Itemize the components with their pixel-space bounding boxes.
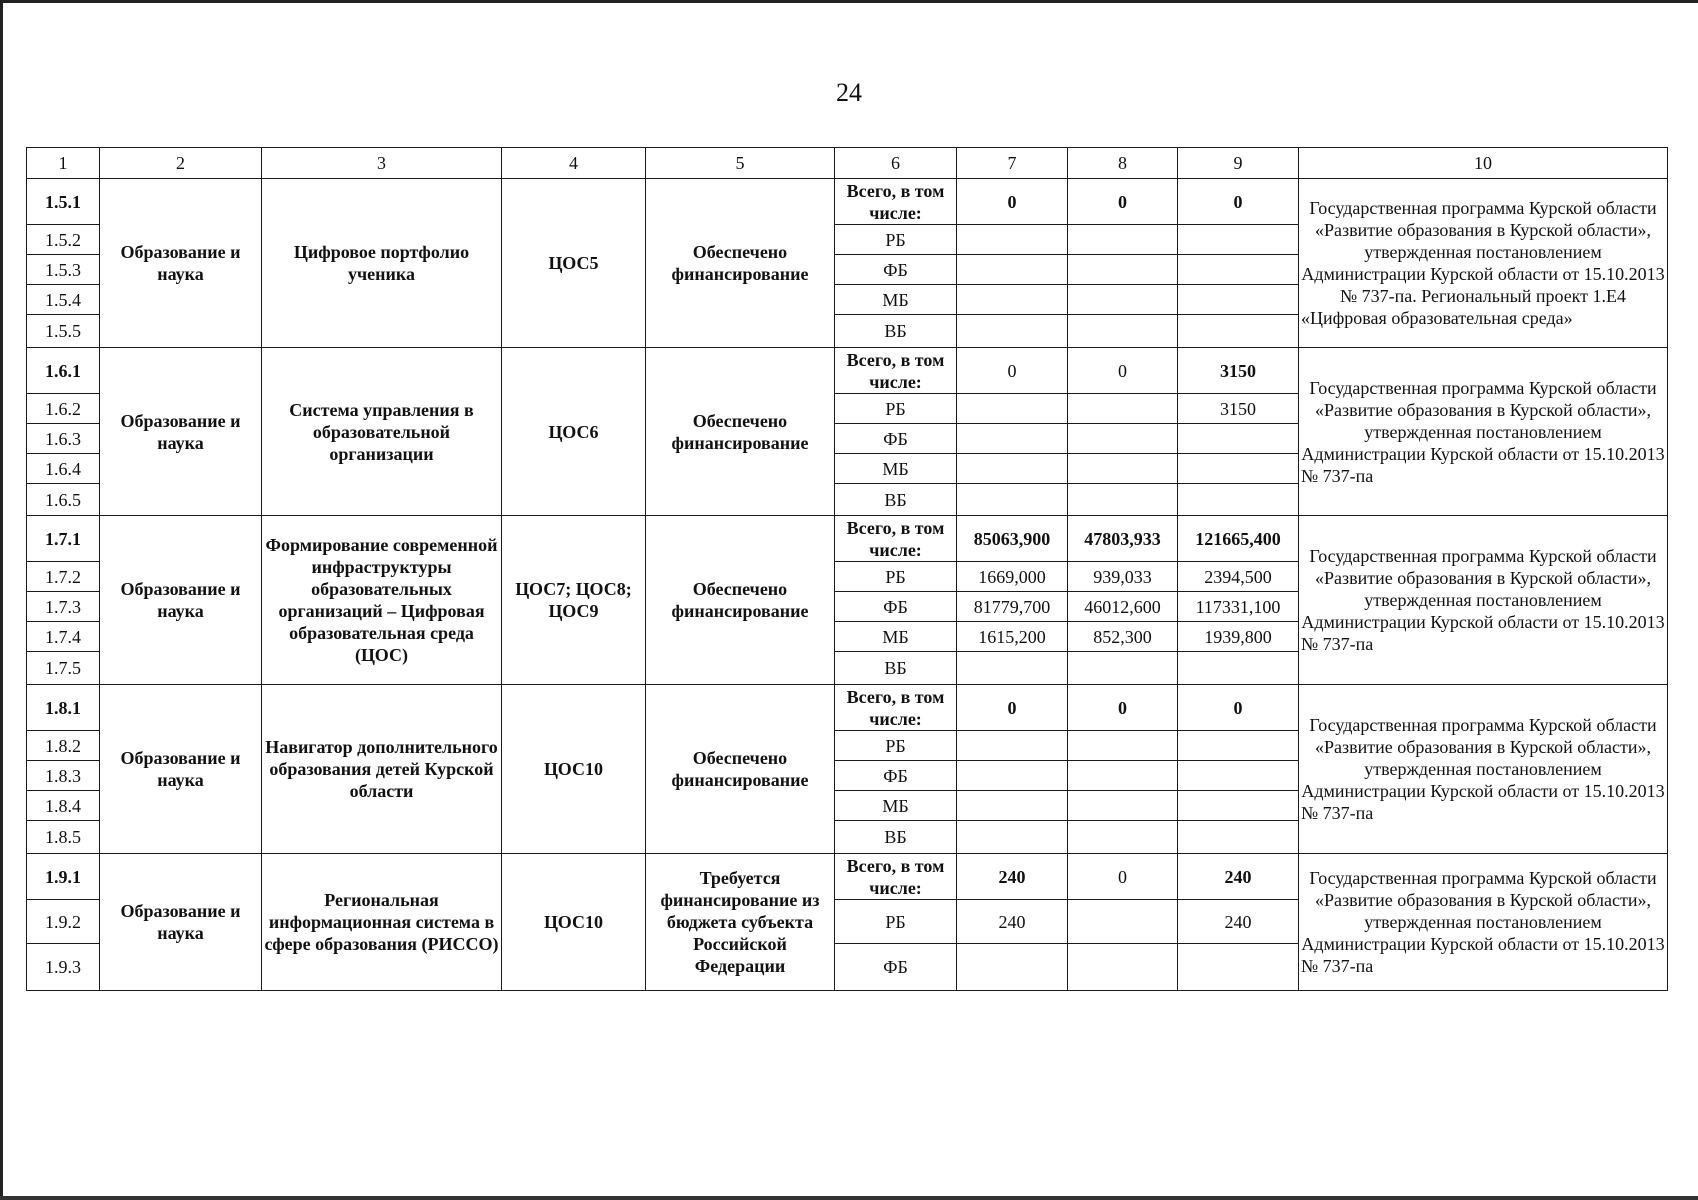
- value-cell-col9: [1178, 225, 1299, 255]
- value-cell-col8: 47803,933: [1068, 516, 1178, 562]
- row-number-cell: 1.5.5: [27, 315, 100, 348]
- row-number-cell: 1.6.3: [27, 424, 100, 454]
- value-cell-col9: [1178, 821, 1299, 854]
- table-row: [27, 854, 1668, 900]
- value-cell-col9: 240: [1178, 900, 1299, 944]
- value-cell-col8: 939,033: [1068, 562, 1178, 592]
- project-code-cell: ЦОС10: [502, 685, 646, 854]
- row-number-cell: 1.8.2: [27, 731, 100, 761]
- value-cell-col8: [1068, 900, 1178, 944]
- project-name-cell: Цифровое портфолио ученика: [262, 179, 502, 348]
- funding-source-cell: РБ: [835, 394, 957, 424]
- legal-basis-cell: Государственная программа Курской области «Развитие образования в Курской области», утвержденная постановлением Администрации Курской области от 15.10.2013 № 737-па: [1299, 854, 1668, 991]
- funding-source-cell: МБ: [835, 454, 957, 484]
- value-cell-col8: [1068, 652, 1178, 685]
- row-number-cell: 1.6.1: [27, 348, 100, 394]
- value-cell-col8: [1068, 424, 1178, 454]
- funding-source-cell: ВБ: [835, 821, 957, 854]
- header-cell: 7: [957, 148, 1068, 179]
- header-cell: 8: [1068, 148, 1178, 179]
- value-cell-col7: 85063,900: [957, 516, 1068, 562]
- row-number-cell: 1.6.2: [27, 394, 100, 424]
- header-cell: 6: [835, 148, 957, 179]
- funding-source-cell: МБ: [835, 622, 957, 652]
- value-cell-col7: 81779,700: [957, 592, 1068, 622]
- legal-basis-cell: Государственная программа Курской области «Развитие образования в Курской области», утвержденная постановлением Администрации Курской области от 15.10.2013 № 737-па: [1299, 685, 1668, 854]
- header-cell: 4: [502, 148, 646, 179]
- table-row: [27, 516, 1668, 562]
- project-name-cell: Навигатор дополнительного образования детей Курской области: [262, 685, 502, 854]
- funding-source-cell: МБ: [835, 285, 957, 315]
- page-bottom-border: [0, 1196, 1698, 1200]
- value-cell-col8: 852,300: [1068, 622, 1178, 652]
- value-cell-col9: 0: [1178, 685, 1299, 731]
- value-cell-col9: [1178, 484, 1299, 516]
- project-code-cell: ЦОС7; ЦОС8; ЦОС9: [502, 516, 646, 685]
- value-cell-col8: [1068, 761, 1178, 791]
- legal-basis-cell: Государственная программа Курской области «Развитие образования в Курской области», утвержденная постановлением Администрации Курской области от 15.10.2013 № 737-па: [1299, 516, 1668, 685]
- financing-status-cell: Обеспечено финансирование: [646, 348, 835, 516]
- legal-basis-cell: Государственная программа Курской области «Развитие образования в Курской области», утвержденная постановлением Администрации Курской области от 15.10.2013 № 737-па: [1299, 348, 1668, 516]
- funding-source-cell: РБ: [835, 900, 957, 944]
- value-cell-col9: [1178, 315, 1299, 348]
- financing-table: [26, 147, 1668, 991]
- row-number-cell: 1.8.4: [27, 791, 100, 821]
- value-cell-col8: 0: [1068, 179, 1178, 225]
- row-number-cell: 1.8.3: [27, 761, 100, 791]
- header-cell: 3: [262, 148, 502, 179]
- value-cell-col9: 3150: [1178, 394, 1299, 424]
- value-cell-col7: 1669,000: [957, 562, 1068, 592]
- table-row: [27, 685, 1668, 731]
- area-cell: Образование и наука: [100, 685, 262, 854]
- value-cell-col9: [1178, 424, 1299, 454]
- row-number-cell: 1.9.3: [27, 944, 100, 991]
- header-cell: 10: [1299, 148, 1668, 179]
- funding-source-cell: ФБ: [835, 255, 957, 285]
- value-cell-col8: [1068, 255, 1178, 285]
- row-number-cell: 1.9.2: [27, 900, 100, 944]
- funding-source-cell: Всего, в том числе:: [835, 685, 957, 731]
- value-cell-col9: 121665,400: [1178, 516, 1299, 562]
- value-cell-col9: [1178, 285, 1299, 315]
- value-cell-col7: 0: [957, 348, 1068, 394]
- row-number-cell: 1.5.1: [27, 179, 100, 225]
- financing-status-cell: Требуется финансирование из бюджета субъекта Российской Федерации: [646, 854, 835, 991]
- page-number: 24: [836, 78, 862, 107]
- project-name-cell: Региональная информационная система в сфере образования (РИССО): [262, 854, 502, 991]
- funding-source-cell: Всего, в том числе:: [835, 516, 957, 562]
- value-cell-col7: 1615,200: [957, 622, 1068, 652]
- table-row: [27, 179, 1668, 225]
- row-number-cell: 1.5.4: [27, 285, 100, 315]
- value-cell-col8: 0: [1068, 685, 1178, 731]
- funding-source-cell: МБ: [835, 791, 957, 821]
- area-cell: Образование и наука: [100, 179, 262, 348]
- funding-source-cell: ФБ: [835, 944, 957, 991]
- financing-status-cell: Обеспечено финансирование: [646, 685, 835, 854]
- funding-source-cell: Всего, в том числе:: [835, 179, 957, 225]
- page-left-border: [0, 0, 3, 1200]
- legal-basis-cell: Государственная программа Курской области «Развитие образования в Курской области», утвержденная постановлением Администрации Курской области от 15.10.2013 № 737-па. Региональный проект 1.Е4 «Цифровая образовательная среда»: [1299, 179, 1668, 348]
- value-cell-col8: [1068, 821, 1178, 854]
- value-cell-col7: 0: [957, 685, 1068, 731]
- row-number-cell: 1.7.4: [27, 622, 100, 652]
- funding-source-cell: ФБ: [835, 592, 957, 622]
- project-name-cell: Система управления в образовательной организации: [262, 348, 502, 516]
- row-number-cell: 1.7.3: [27, 592, 100, 622]
- value-cell-col7: [957, 761, 1068, 791]
- value-cell-col9: [1178, 731, 1299, 761]
- row-number-cell: 1.5.3: [27, 255, 100, 285]
- project-code-cell: ЦОС5: [502, 179, 646, 348]
- header-row: [27, 148, 1668, 179]
- value-cell-col8: [1068, 944, 1178, 991]
- table-body: [27, 148, 1668, 991]
- area-cell: Образование и наука: [100, 348, 262, 516]
- row-number-cell: 1.5.2: [27, 225, 100, 255]
- header-cell: 5: [646, 148, 835, 179]
- row-number-cell: 1.7.1: [27, 516, 100, 562]
- value-cell-col7: 0: [957, 179, 1068, 225]
- financing-status-cell: Обеспечено финансирование: [646, 179, 835, 348]
- value-cell-col8: [1068, 454, 1178, 484]
- value-cell-col8: 0: [1068, 854, 1178, 900]
- value-cell-col7: 240: [957, 900, 1068, 944]
- value-cell-col7: 240: [957, 854, 1068, 900]
- row-number-cell: 1.7.2: [27, 562, 100, 592]
- value-cell-col9: [1178, 944, 1299, 991]
- funding-source-cell: ФБ: [835, 761, 957, 791]
- project-name-cell: Формирование современной инфраструктуры образовательных организаций – Цифровая образовательная среда (ЦОС): [262, 516, 502, 685]
- page-top-border: [0, 0, 1698, 3]
- value-cell-col7: [957, 255, 1068, 285]
- value-cell-col9: 3150: [1178, 348, 1299, 394]
- value-cell-col9: 2394,500: [1178, 562, 1299, 592]
- funding-source-cell: Всего, в том числе:: [835, 348, 957, 394]
- project-code-cell: ЦОС6: [502, 348, 646, 516]
- value-cell-col8: [1068, 791, 1178, 821]
- value-cell-col9: [1178, 791, 1299, 821]
- project-code-cell: ЦОС10: [502, 854, 646, 991]
- financing-status-cell: Обеспечено финансирование: [646, 516, 835, 685]
- value-cell-col9: [1178, 454, 1299, 484]
- table-row: [27, 348, 1668, 394]
- row-number-cell: 1.9.1: [27, 854, 100, 900]
- area-cell: Образование и наука: [100, 516, 262, 685]
- value-cell-col9: [1178, 761, 1299, 791]
- row-number-cell: 1.8.5: [27, 821, 100, 854]
- row-number-cell: 1.8.1: [27, 685, 100, 731]
- value-cell-col8: 46012,600: [1068, 592, 1178, 622]
- value-cell-col9: 240: [1178, 854, 1299, 900]
- value-cell-col7: [957, 791, 1068, 821]
- funding-source-cell: РБ: [835, 225, 957, 255]
- funding-source-cell: ВБ: [835, 484, 957, 516]
- funding-source-cell: Всего, в том числе:: [835, 854, 957, 900]
- value-cell-col8: [1068, 484, 1178, 516]
- row-number-cell: 1.7.5: [27, 652, 100, 685]
- funding-source-cell: ВБ: [835, 315, 957, 348]
- funding-source-cell: РБ: [835, 562, 957, 592]
- value-cell-col8: [1068, 394, 1178, 424]
- value-cell-col7: [957, 285, 1068, 315]
- row-number-cell: 1.6.5: [27, 484, 100, 516]
- value-cell-col8: [1068, 285, 1178, 315]
- value-cell-col7: [957, 454, 1068, 484]
- value-cell-col7: [957, 821, 1068, 854]
- value-cell-col7: [957, 652, 1068, 685]
- value-cell-col7: [957, 394, 1068, 424]
- value-cell-col7: [957, 424, 1068, 454]
- value-cell-col7: [957, 944, 1068, 991]
- header-cell: 2: [100, 148, 262, 179]
- value-cell-col7: [957, 731, 1068, 761]
- value-cell-col9: 1939,800: [1178, 622, 1299, 652]
- value-cell-col8: [1068, 731, 1178, 761]
- value-cell-col8: [1068, 225, 1178, 255]
- value-cell-col9: 117331,100: [1178, 592, 1299, 622]
- value-cell-col7: [957, 484, 1068, 516]
- value-cell-col9: [1178, 255, 1299, 285]
- funding-source-cell: ФБ: [835, 424, 957, 454]
- funding-source-cell: ВБ: [835, 652, 957, 685]
- value-cell-col9: [1178, 652, 1299, 685]
- value-cell-col9: 0: [1178, 179, 1299, 225]
- value-cell-col7: [957, 315, 1068, 348]
- value-cell-col8: [1068, 315, 1178, 348]
- value-cell-col8: 0: [1068, 348, 1178, 394]
- row-number-cell: 1.6.4: [27, 454, 100, 484]
- area-cell: Образование и наука: [100, 854, 262, 991]
- value-cell-col7: [957, 225, 1068, 255]
- header-cell: 9: [1178, 148, 1299, 179]
- funding-source-cell: РБ: [835, 731, 957, 761]
- header-cell: 1: [27, 148, 100, 179]
